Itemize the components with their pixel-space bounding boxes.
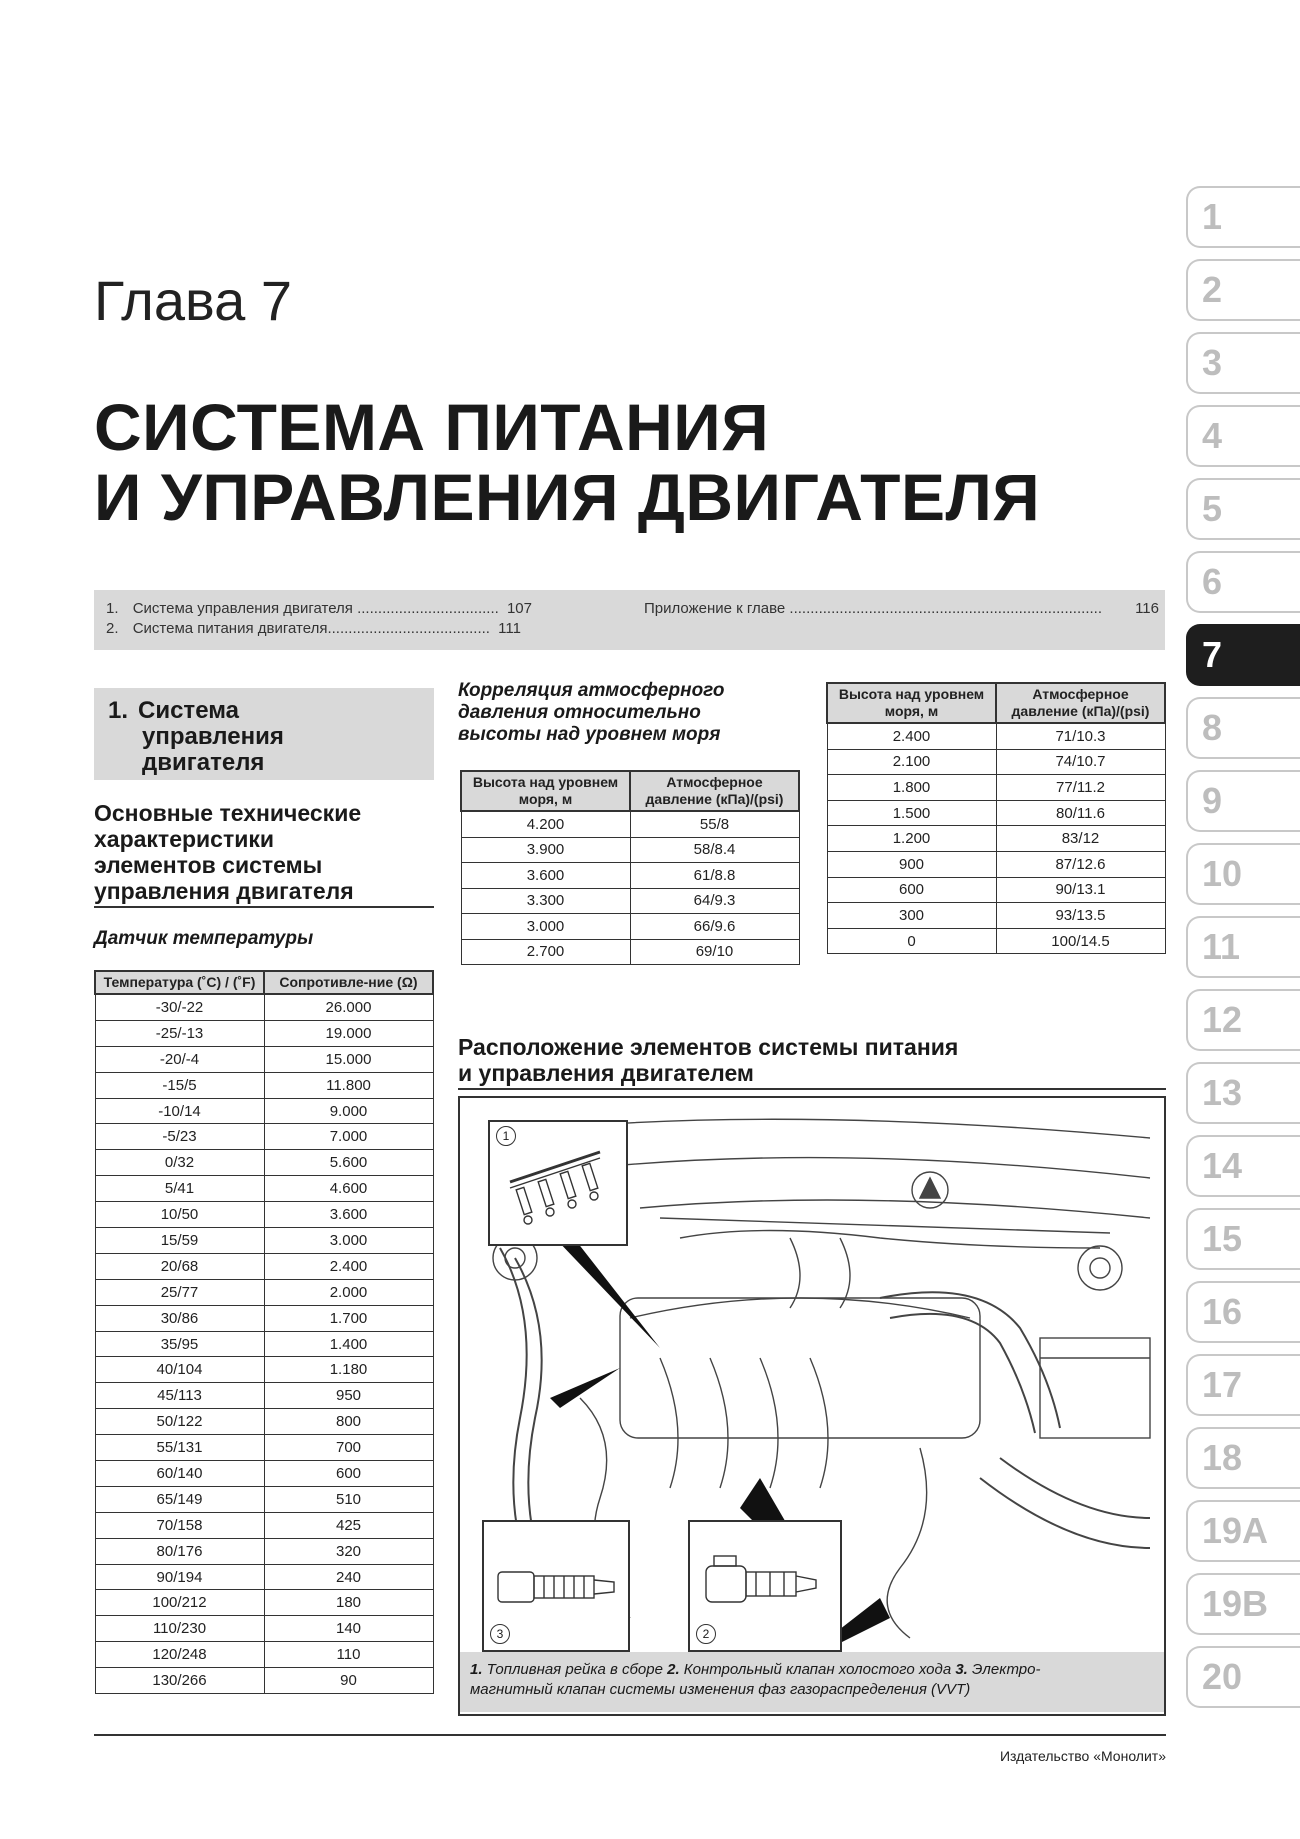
cell-value: 66/9.6 [630,914,799,940]
table-row [827,749,1165,775]
cell-value: 77/11.2 [996,775,1165,801]
cell-value: 9.000 [264,1098,433,1124]
table-header-resistance: Сопротивле-ние (Ω) [264,971,433,994]
cell-value: 110 [264,1642,433,1668]
tab-chapter-8[interactable]: 8 [1186,697,1300,759]
tab-chapter-15[interactable]: 15 [1186,1208,1300,1270]
table-row [95,1331,433,1357]
cell-key: -20/-4 [95,1046,264,1072]
table-row [827,800,1165,826]
tab-chapter-13[interactable]: 13 [1186,1062,1300,1124]
cell-key: 600 [827,877,996,903]
cell-value: 69/10 [630,939,799,965]
table-row [95,1305,433,1331]
cell-value: 11.800 [264,1072,433,1098]
cell-value: 87/12.6 [996,851,1165,877]
table-row [95,1486,433,1512]
table-header-altitude: Высота над уровнем моря, м [827,683,996,723]
table-row [95,1202,433,1228]
cell-value: 3.600 [264,1202,433,1228]
cell-key: 110/230 [95,1616,264,1642]
table-row [461,837,799,863]
cell-value: 83/12 [996,826,1165,852]
cell-key: 1.800 [827,775,996,801]
cell-key: -10/14 [95,1098,264,1124]
callout-1: 1 [496,1126,516,1146]
table-row [95,1668,433,1694]
callout-3: 3 [490,1624,510,1644]
cell-key: 3.000 [461,914,630,940]
cell-value: 2.400 [264,1253,433,1279]
table-header-temperature: Температура (˚C) / (˚F) [95,971,264,994]
chapter-label: Глава 7 [94,269,292,332]
cell-key: 5/41 [95,1176,264,1202]
cell-value: 600 [264,1461,433,1487]
table-row [95,1150,433,1176]
section-heading-box [94,688,434,780]
tab-chapter-9[interactable]: 9 [1186,770,1300,832]
cell-value: 90 [264,1668,433,1694]
toc-item-1[interactable]: 1. Система управления двигателя .................................. 107 [106,600,532,617]
correlation-title: Корреляция атмосферного давления относительно высоты над уровнем моря [458,680,725,745]
cell-key: 3.300 [461,888,630,914]
cell-value: 58/8.4 [630,837,799,863]
cell-value: 140 [264,1616,433,1642]
tab-chapter-19a[interactable]: 19A [1186,1500,1300,1562]
table-row [95,1176,433,1202]
cell-key: 2.700 [461,939,630,965]
cell-value: 2.000 [264,1279,433,1305]
cell-value: 425 [264,1512,433,1538]
components-location-title: Расположение элементов системы питания и управления двигателем [458,1034,1166,1090]
figure-caption: 1. Топливная рейка в сборе 2. Контрольный клапан холостого хода 3. Электро- магнитный клапан системы изменения фаз газораспределения (VVT) [460,1652,1164,1712]
cell-key: 10/50 [95,1202,264,1228]
table-row [461,939,799,965]
cell-key: 1.200 [827,826,996,852]
section-number: 1. [108,697,129,724]
inset-fuel-rail [488,1120,628,1246]
cell-value: 93/13.5 [996,903,1165,929]
cell-key: 100/212 [95,1590,264,1616]
cell-key: 300 [827,903,996,929]
cell-value: 5.600 [264,1150,433,1176]
cell-value: 100/14.5 [996,928,1165,954]
cell-key: 130/266 [95,1668,264,1694]
table-row [95,1020,433,1046]
cell-value: 64/9.3 [630,888,799,914]
table-row [827,903,1165,929]
cell-key: 2.100 [827,749,996,775]
cell-value: 320 [264,1538,433,1564]
table-row [95,1383,433,1409]
table-row [95,1046,433,1072]
cell-key: 50/122 [95,1409,264,1435]
cell-value: 55/8 [630,811,799,837]
tab-chapter-12[interactable]: 12 [1186,989,1300,1051]
table-row [95,1642,433,1668]
table-row [95,1253,433,1279]
table-row [461,811,799,837]
cell-key: 30/86 [95,1305,264,1331]
section-title-line-2: управления [142,723,284,750]
table-row [827,826,1165,852]
table-row [827,851,1165,877]
cell-key: 3.900 [461,837,630,863]
tab-chapter-14[interactable]: 14 [1186,1135,1300,1197]
cell-key: 90/194 [95,1564,264,1590]
cell-value: 700 [264,1435,433,1461]
tab-chapter-1[interactable]: 1 [1186,186,1300,248]
temperature-sensor-table [94,970,434,1694]
cell-value: 4.600 [264,1176,433,1202]
cell-value: 950 [264,1383,433,1409]
tab-chapter-4[interactable]: 4 [1186,405,1300,467]
table-row [461,914,799,940]
cell-value: 80/11.6 [996,800,1165,826]
cell-value: 71/10.3 [996,723,1165,749]
cell-key: 45/113 [95,1383,264,1409]
table-row [95,1098,433,1124]
table-row [461,888,799,914]
cell-value: 7.000 [264,1124,433,1150]
section-title-line-1: Система [138,697,240,724]
tab-chapter-3[interactable]: 3 [1186,332,1300,394]
section-title-line-3: двигателя [142,749,265,776]
engine-bay-figure [458,1096,1166,1716]
callout-2: 2 [696,1624,716,1644]
cell-key: -25/-13 [95,1020,264,1046]
cell-key: 0/32 [95,1150,264,1176]
cell-key: 70/158 [95,1512,264,1538]
inset-vvt-solenoid [482,1520,630,1652]
chapter-contents [94,590,1165,650]
chapter-title-line-1: СИСТЕМА ПИТАНИЯ [94,390,770,464]
table-row [95,1409,433,1435]
table-row [95,1590,433,1616]
table-row [95,1538,433,1564]
cell-value: 1.400 [264,1331,433,1357]
tab-chapter-10[interactable]: 10 [1186,843,1300,905]
altitude-pressure-table-2 [826,682,1166,954]
cell-key: 60/140 [95,1461,264,1487]
table-row [95,1435,433,1461]
cell-key: 1.500 [827,800,996,826]
cell-value: 3.000 [264,1228,433,1254]
cell-key: 3.600 [461,863,630,889]
cell-value: 510 [264,1486,433,1512]
cell-key: 0 [827,928,996,954]
table-row [95,1564,433,1590]
tab-chapter-18[interactable]: 18 [1186,1427,1300,1489]
cell-key: 15/59 [95,1228,264,1254]
cell-value: 800 [264,1409,433,1435]
cell-key: -30/-22 [95,994,264,1020]
cell-key: -15/5 [95,1072,264,1098]
table-row [827,928,1165,954]
table-row [95,1124,433,1150]
cell-key: 35/95 [95,1331,264,1357]
footer-rule [94,1734,1166,1736]
cell-key: 4.200 [461,811,630,837]
toc-item-appendix[interactable]: Приложение к главе ........................................................................... 116 [644,600,1159,617]
tab-chapter-7[interactable]: 7 [1186,624,1300,686]
cell-value: 74/10.7 [996,749,1165,775]
cell-key: 40/104 [95,1357,264,1383]
inset-idle-control-valve [688,1520,842,1652]
table-row [461,863,799,889]
altitude-pressure-table-1 [460,770,800,965]
cell-key: 80/176 [95,1538,264,1564]
table-row [95,1616,433,1642]
tab-chapter-6[interactable]: 6 [1186,551,1300,613]
cell-value: 19.000 [264,1020,433,1046]
table-row [95,1512,433,1538]
cell-key: 900 [827,851,996,877]
specs-subheading: Основные технические характеристики элементов системы управления двигателя [94,800,434,908]
table-header-pressure: Атмосферное давление (кПа)/(psi) [630,771,799,811]
cell-value: 61/8.8 [630,863,799,889]
table-row [827,877,1165,903]
sensor-title: Датчик температуры [94,928,314,949]
tab-chapter-2[interactable]: 2 [1186,259,1300,321]
cell-value: 26.000 [264,994,433,1020]
cell-value: 1.700 [264,1305,433,1331]
tab-chapter-5[interactable]: 5 [1186,478,1300,540]
cell-key: 2.400 [827,723,996,749]
cell-value: 15.000 [264,1046,433,1072]
table-row [95,1072,433,1098]
tab-chapter-20[interactable]: 20 [1186,1646,1300,1708]
table-row [95,1357,433,1383]
cell-key: 55/131 [95,1435,264,1461]
table-header-pressure: Атмосферное давление (кПа)/(psi) [996,683,1165,723]
table-row [827,775,1165,801]
toc-item-2[interactable]: 2. Система питания двигателя....................................... 111 [106,620,521,637]
chapter-title-line-2: И УПРАВЛЕНИЯ ДВИГАТЕЛЯ [94,460,1041,534]
cell-value: 180 [264,1590,433,1616]
tab-chapter-11[interactable]: 11 [1186,916,1300,978]
cell-key: 65/149 [95,1486,264,1512]
publisher-name: Издательство «Монолит» [999,1748,1166,1764]
tab-chapter-19b[interactable]: 19B [1186,1573,1300,1635]
cell-value: 90/13.1 [996,877,1165,903]
table-row [95,1461,433,1487]
table-row [95,994,433,1020]
tab-chapter-16[interactable]: 16 [1186,1281,1300,1343]
cell-key: -5/23 [95,1124,264,1150]
table-row [95,1279,433,1305]
chapter-title [94,392,1040,532]
cell-key: 25/77 [95,1279,264,1305]
table-row [827,723,1165,749]
cell-key: 120/248 [95,1642,264,1668]
cell-key: 20/68 [95,1253,264,1279]
table-row [95,1228,433,1254]
tab-chapter-17[interactable]: 17 [1186,1354,1300,1416]
table-header-altitude: Высота над уровнем моря, м [461,771,630,811]
cell-value: 1.180 [264,1357,433,1383]
cell-value: 240 [264,1564,433,1590]
